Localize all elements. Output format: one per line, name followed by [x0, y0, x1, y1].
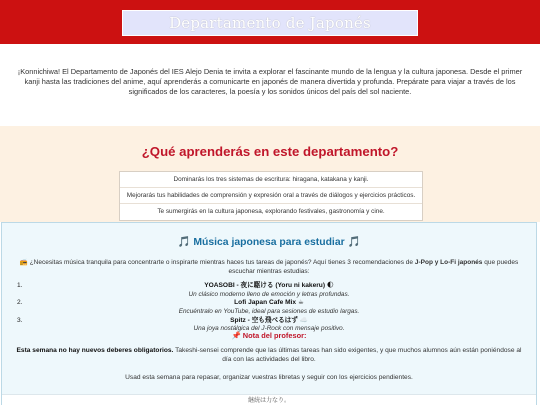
song-title: Lofi Japan Cafe Mix ☕ — [234, 299, 304, 307]
learn-item: Mejorarás tus habilidades de comprensión y expresión oral a través de diálogos y ejercicios prácticos. — [120, 188, 422, 204]
note-body-second: Usad esta semana para repasar, organizar vuestras libretas y seguir con los ejercicios pendientes. — [125, 373, 413, 381]
song-number: 1. — [17, 282, 23, 289]
music-title — [2, 235, 536, 248]
music-note-icon: 🎵 — [177, 236, 191, 248]
note-body — [14, 347, 524, 365]
music-intro-text: ¿Necesitas música tranquila para concentrarte o inspirarte mientras haces tus tareas de japonés? Aquí tienes 3 recomendaciones de — [29, 259, 415, 266]
song-title: YOASOBI - 夜に駆ける (Yoru ni kakeru) 🌓 — [204, 282, 334, 289]
note-bold: Esta semana no hay nuevos deberes obligatorios. — [16, 347, 174, 354]
music-section — [1, 222, 537, 405]
page-title: Departamento de Japonés — [169, 14, 371, 32]
header-title-box — [122, 10, 418, 36]
song-description: Un clásico moderno lleno de emoción y letras profundas. — [188, 290, 350, 298]
header-banner — [0, 0, 540, 44]
song-number: 3. — [17, 316, 23, 324]
learn-item: Te sumergirás en la cultura japonesa, explorando festivales, gastronomía y cine. — [157, 208, 385, 216]
teacher-note — [4, 331, 534, 403]
radio-icon: 📻 — [19, 258, 28, 266]
pushpin-icon: 📌 — [231, 331, 241, 340]
music-intro-bold: J-Pop y Lo-Fi japonés — [414, 259, 483, 266]
learn-title: ¿Qué aprenderás en este departamento? — [141, 144, 399, 159]
song-description: Encuéntralo en YouTube, ideal para sesiones de estudio largas. — [178, 307, 360, 315]
song-item — [2, 282, 536, 299]
learn-list — [119, 171, 423, 221]
song-description: Una joya nostálgica del J-Rock con mensaje positivo. — [193, 325, 345, 333]
note-title-text: Nota del profesor: — [242, 331, 307, 340]
music-intro-text-end: que puedes escuchar mientras estudias: — [228, 259, 519, 275]
note-body-text: Takeshi-sensei comprende que las últimas tareas han sido exigentes, y que muchos alumnos aún están poniéndose al día con las actividades del libro. — [173, 347, 522, 363]
learn-item: Dominarás los tres sistemas de escritura: hiragana, katakana y kanji. — [120, 172, 422, 188]
music-title-text: Música japonesa para estudiar — [193, 237, 345, 248]
song-number: 2. — [17, 299, 23, 307]
note-title — [4, 331, 534, 340]
song-title: Spitz - 空も飛べるはず ☁️ — [230, 316, 308, 324]
footer-proverb: 継続は力なり。 — [2, 394, 536, 407]
song-list — [2, 282, 536, 334]
song-item — [2, 299, 536, 316]
learn-section — [0, 126, 540, 222]
music-intro — [16, 258, 522, 276]
intro-paragraph: ¡Konnichiwa! El Departamento de Japonés del IES Alejo Denia te invita a explorar el fascinante mundo de la lengua y la cultura japonesa. Desde el primer kanji hasta las tradiciones del anime, aquí aprenderás a comunicarte en japonés de manera divertida y profunda. Prepárate para viajar a través de los significados de los caracteres, la poesía y los sonidos únicos del país del sol naciente. — [17, 67, 523, 97]
music-note-icon: 🎵 — [347, 236, 361, 248]
